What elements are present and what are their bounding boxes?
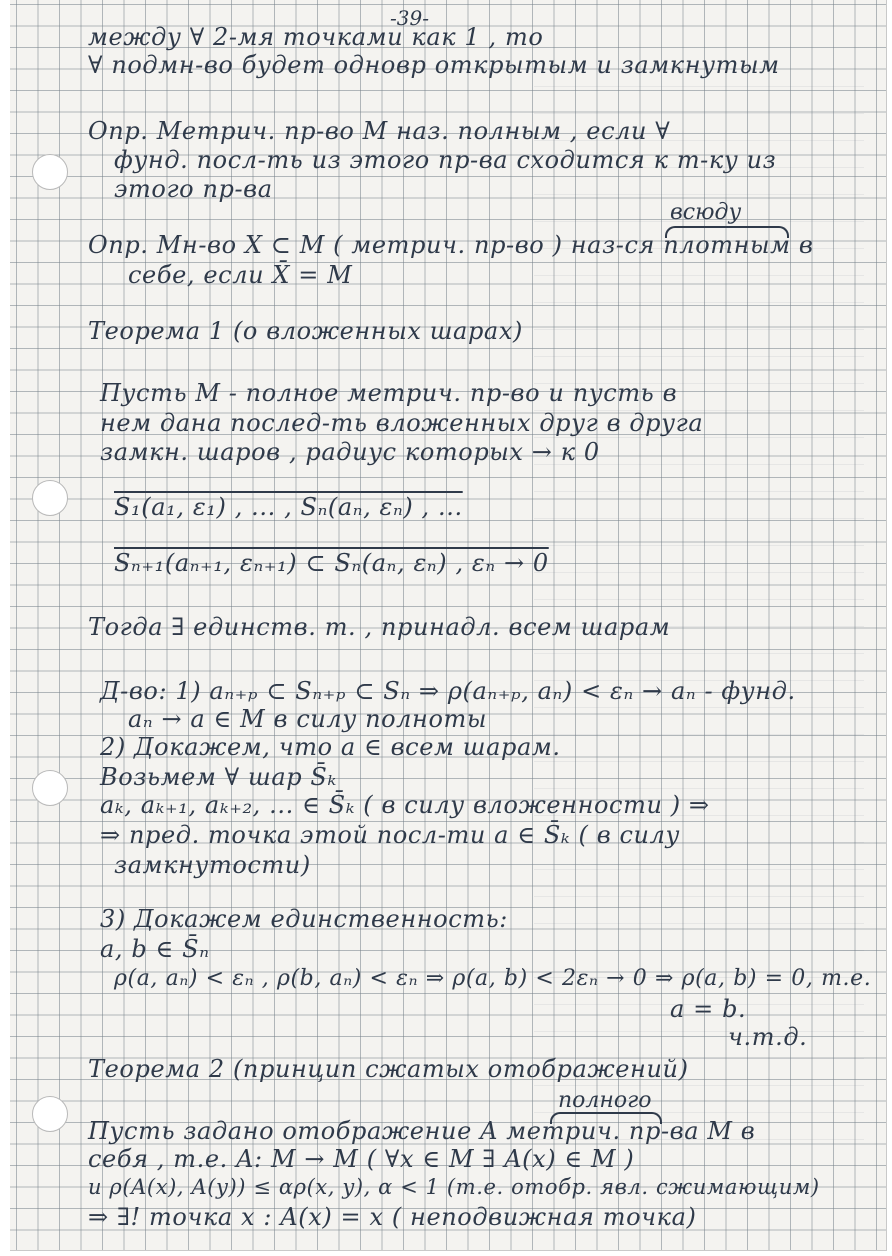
proof-line: 3) Докажем единственность: xyxy=(100,905,508,933)
page-number: -39- xyxy=(390,6,429,30)
proof-line: 2) Докажем, что a ∈ всем шарам. xyxy=(100,733,561,761)
definition-line: этого пр-ва xyxy=(114,175,273,203)
theorem-line: Пусть задано отображение A метрич. пр-ва M в xyxy=(88,1117,756,1145)
theorem-line: Пусть M - полное метрич. пр-во и пусть в xyxy=(100,379,678,407)
proof-line: Возьмем ∀ шар S̄ₖ xyxy=(100,763,337,791)
theorem-line: замкн. шаров , радиус которых → к 0 xyxy=(100,438,600,466)
theorem-line: нем дана послед-ть вложенных друг в друга xyxy=(100,409,704,437)
proof-line: ρ(a, aₙ) < εₙ , ρ(b, aₙ) < εₙ ⇒ ρ(a, b) < 2εₙ → 0 ⇒ ρ(a, b) = 0, т.е. xyxy=(114,966,872,991)
text-line: ∀ подмн-во будет одновр открытым и замкнутым xyxy=(88,51,780,79)
annotation-vsyudu: всюду xyxy=(670,200,742,225)
proof-line: a, b ∈ S̄ₙ xyxy=(100,935,210,963)
theorem-line: и ρ(A(x), A(y)) ≤ αρ(x, y), α < 1 (т.е. отобр. явл. сжимающим) xyxy=(88,1175,820,1199)
definition-line: Опр. Метрич. пр-во M наз. полным , если ∀ xyxy=(88,117,671,145)
annotation-polnogo: полного xyxy=(558,1088,652,1113)
binder-hole xyxy=(32,480,68,516)
binder-hole xyxy=(32,154,68,190)
qed-mark: ч.т.д. xyxy=(728,1023,808,1051)
binder-hole xyxy=(32,1096,68,1132)
notebook-page xyxy=(10,0,887,1251)
text-line: между ∀ 2-мя точками как 1 , то xyxy=(88,23,544,51)
proof-line: ⇒ пред. точка этой посл-ти a ∈ S̄ₖ ( в силу xyxy=(100,821,681,849)
binder-hole xyxy=(32,770,68,806)
definition-line: себе, если X̄ = M xyxy=(128,261,353,289)
theorem-line: себя , т.е. A: M → M ( ∀x ∈ M ∃ A(x) ∈ M ) xyxy=(88,1145,635,1173)
definition-line: фунд. посл-ть из этого пр-ва сходится к т-ку из xyxy=(114,146,777,174)
theorem-title: Теорема 1 (о вложенных шарах) xyxy=(88,317,523,345)
theorem-line: ⇒ ∃! точка x : A(x) = x ( неподвижная точка) xyxy=(88,1203,697,1231)
theorem-statement: Тогда ∃ единств. т. , принадл. всем шарам xyxy=(88,613,671,641)
formula-line: Sₙ₊₁(aₙ₊₁, εₙ₊₁) ⊂ Sₙ(aₙ, εₙ) , εₙ → 0 xyxy=(114,549,549,577)
proof-line: Д-во: 1) aₙ₊ₚ ⊂ Sₙ₊ₚ ⊂ Sₙ ⇒ ρ(aₙ₊ₚ, aₙ) < εₙ → aₙ - фунд. xyxy=(100,677,796,705)
definition-line: Опр. Мн-во X ⊂ M ( метрич. пр-во ) наз-ся плотным в xyxy=(88,231,814,259)
proof-line: a = b. xyxy=(670,995,747,1023)
proof-line: aₙ → a ∈ M в силу полноты xyxy=(128,705,488,733)
proof-line: aₖ, aₖ₊₁, aₖ₊₂, ... ∈ S̄ₖ ( в силу вложенности ) ⇒ xyxy=(100,791,710,819)
theorem-title: Теорема 2 (принцип сжатых отображений) xyxy=(88,1055,689,1083)
proof-line: замкнутости) xyxy=(114,851,311,879)
formula-line: S₁(a₁, ε₁) , ... , Sₙ(aₙ, εₙ) , ... xyxy=(114,493,463,521)
